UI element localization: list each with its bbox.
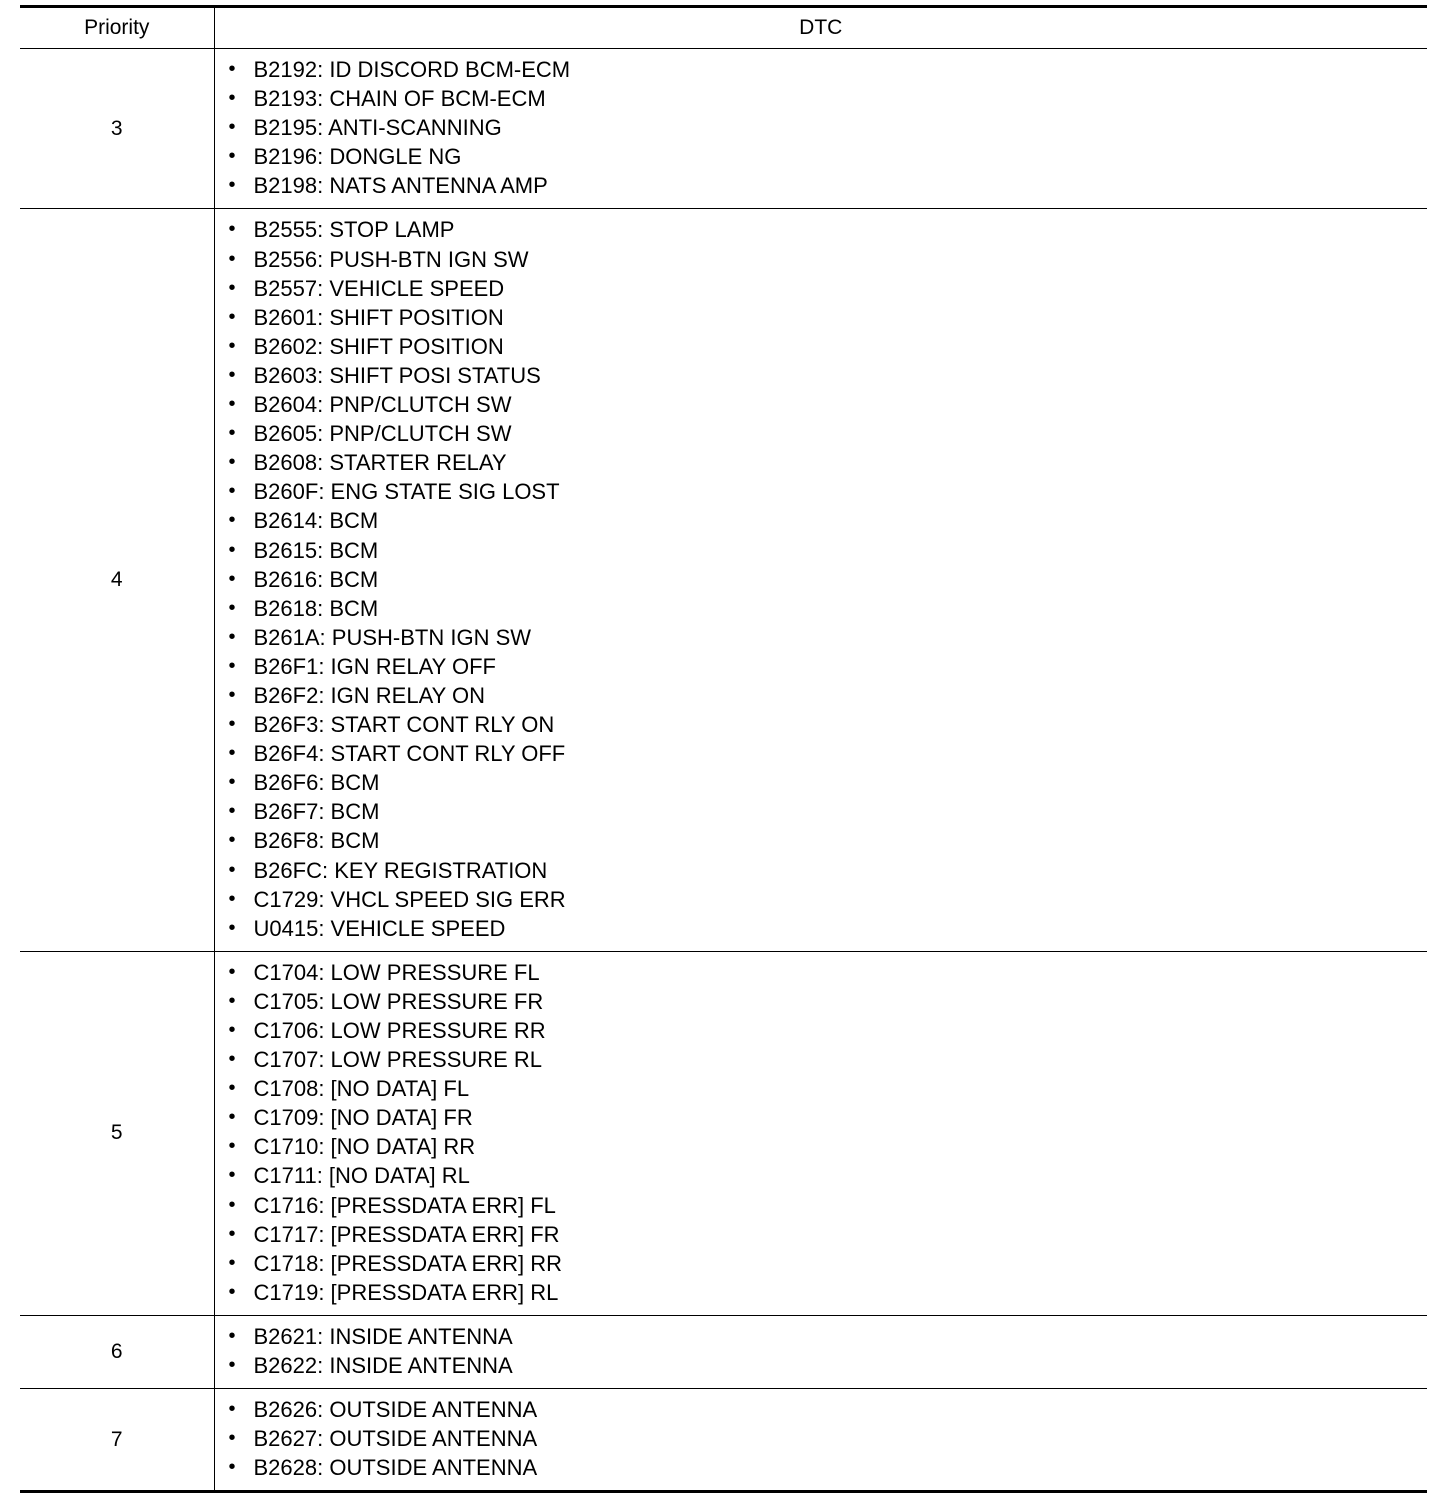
dtc-item: • B2614: BCM — [215, 506, 1428, 535]
dtc-item: • C1708: [NO DATA] FL — [215, 1074, 1428, 1103]
dtc-item: • C1729: VHCL SPEED SIG ERR — [215, 885, 1428, 914]
dtc-item: • C1710: [NO DATA] RR — [215, 1132, 1428, 1161]
dtc-item: • B2622: INSIDE ANTENNA — [215, 1351, 1428, 1380]
dtc-column-header: DTC — [214, 7, 1427, 49]
dtc-cell — [214, 49, 1427, 209]
dtc-item: • B26F6: BCM — [215, 768, 1428, 797]
dtc-item: • U0415: VEHICLE SPEED — [215, 914, 1428, 943]
dtc-list — [215, 1389, 1428, 1490]
dtc-item: • B26F8: BCM — [215, 826, 1428, 855]
dtc-item: • B2605: PNP/CLUTCH SW — [215, 419, 1428, 448]
dtc-cell — [214, 1315, 1427, 1388]
dtc-item: • B2602: SHIFT POSITION — [215, 332, 1428, 361]
dtc-priority-table — [20, 5, 1427, 1493]
dtc-item: • C1716: [PRESSDATA ERR] FL — [215, 1191, 1428, 1220]
dtc-item: • B2604: PNP/CLUTCH SW — [215, 390, 1428, 419]
dtc-item: • B2198: NATS ANTENNA AMP — [215, 171, 1428, 200]
dtc-list — [215, 209, 1428, 950]
dtc-item: • C1718: [PRESSDATA ERR] RR — [215, 1249, 1428, 1278]
dtc-list — [215, 1316, 1428, 1388]
dtc-item: • B2196: DONGLE NG — [215, 142, 1428, 171]
dtc-item: • C1706: LOW PRESSURE RR — [215, 1016, 1428, 1045]
dtc-item: • B2193: CHAIN OF BCM-ECM — [215, 84, 1428, 113]
dtc-item: • B260F: ENG STATE SIG LOST — [215, 477, 1428, 506]
dtc-item: • B26F2: IGN RELAY ON — [215, 681, 1428, 710]
priority-cell: 7 — [20, 1389, 214, 1492]
dtc-item: • B2556: PUSH-BTN IGN SW — [215, 245, 1428, 274]
dtc-item: • B26F3: START CONT RLY ON — [215, 710, 1428, 739]
dtc-item: • B261A: PUSH-BTN IGN SW — [215, 623, 1428, 652]
dtc-item: • C1707: LOW PRESSURE RL — [215, 1045, 1428, 1074]
dtc-item: • B2192: ID DISCORD BCM-ECM — [215, 55, 1428, 84]
dtc-list — [215, 49, 1428, 208]
table-header — [20, 7, 1427, 49]
dtc-item: • C1704: LOW PRESSURE FL — [215, 958, 1428, 987]
priority-5-row — [20, 951, 1427, 1315]
dtc-list — [215, 952, 1428, 1315]
dtc-item: • B2618: BCM — [215, 594, 1428, 623]
priority-7-row — [20, 1389, 1427, 1492]
dtc-cell — [214, 209, 1427, 951]
dtc-item: • C1717: [PRESSDATA ERR] FR — [215, 1220, 1428, 1249]
dtc-item: • C1719: [PRESSDATA ERR] RL — [215, 1278, 1428, 1307]
priority-6-row — [20, 1315, 1427, 1388]
dtc-cell — [214, 951, 1427, 1315]
priority-cell: 6 — [20, 1315, 214, 1388]
dtc-item: • B2195: ANTI-SCANNING — [215, 113, 1428, 142]
dtc-item: • B26F1: IGN RELAY OFF — [215, 652, 1428, 681]
table-body — [20, 49, 1427, 1492]
dtc-item: • B2615: BCM — [215, 536, 1428, 565]
dtc-item: • B26FC: KEY REGISTRATION — [215, 856, 1428, 885]
dtc-item: • B2557: VEHICLE SPEED — [215, 274, 1428, 303]
dtc-item: • B26F4: START CONT RLY OFF — [215, 739, 1428, 768]
priority-cell: 3 — [20, 49, 214, 209]
priority-cell: 5 — [20, 951, 214, 1315]
dtc-item: • B2555: STOP LAMP — [215, 215, 1428, 244]
dtc-cell — [214, 1389, 1427, 1492]
dtc-item: • B2621: INSIDE ANTENNA — [215, 1322, 1428, 1351]
header-row — [20, 7, 1427, 49]
priority-column-header: Priority — [20, 7, 214, 49]
dtc-item: • B2628: OUTSIDE ANTENNA — [215, 1453, 1428, 1482]
dtc-item: • B2601: SHIFT POSITION — [215, 303, 1428, 332]
dtc-item: • B26F7: BCM — [215, 797, 1428, 826]
dtc-item: • C1711: [NO DATA] RL — [215, 1161, 1428, 1190]
dtc-item: • B2626: OUTSIDE ANTENNA — [215, 1395, 1428, 1424]
dtc-item: • C1705: LOW PRESSURE FR — [215, 987, 1428, 1016]
dtc-item: • B2616: BCM — [215, 565, 1428, 594]
priority-cell: 4 — [20, 209, 214, 951]
priority-4-row — [20, 209, 1427, 951]
dtc-item: • B2603: SHIFT POSI STATUS — [215, 361, 1428, 390]
dtc-item: • B2608: STARTER RELAY — [215, 448, 1428, 477]
priority-3-row — [20, 49, 1427, 209]
dtc-item: • C1709: [NO DATA] FR — [215, 1103, 1428, 1132]
dtc-item: • B2627: OUTSIDE ANTENNA — [215, 1424, 1428, 1453]
